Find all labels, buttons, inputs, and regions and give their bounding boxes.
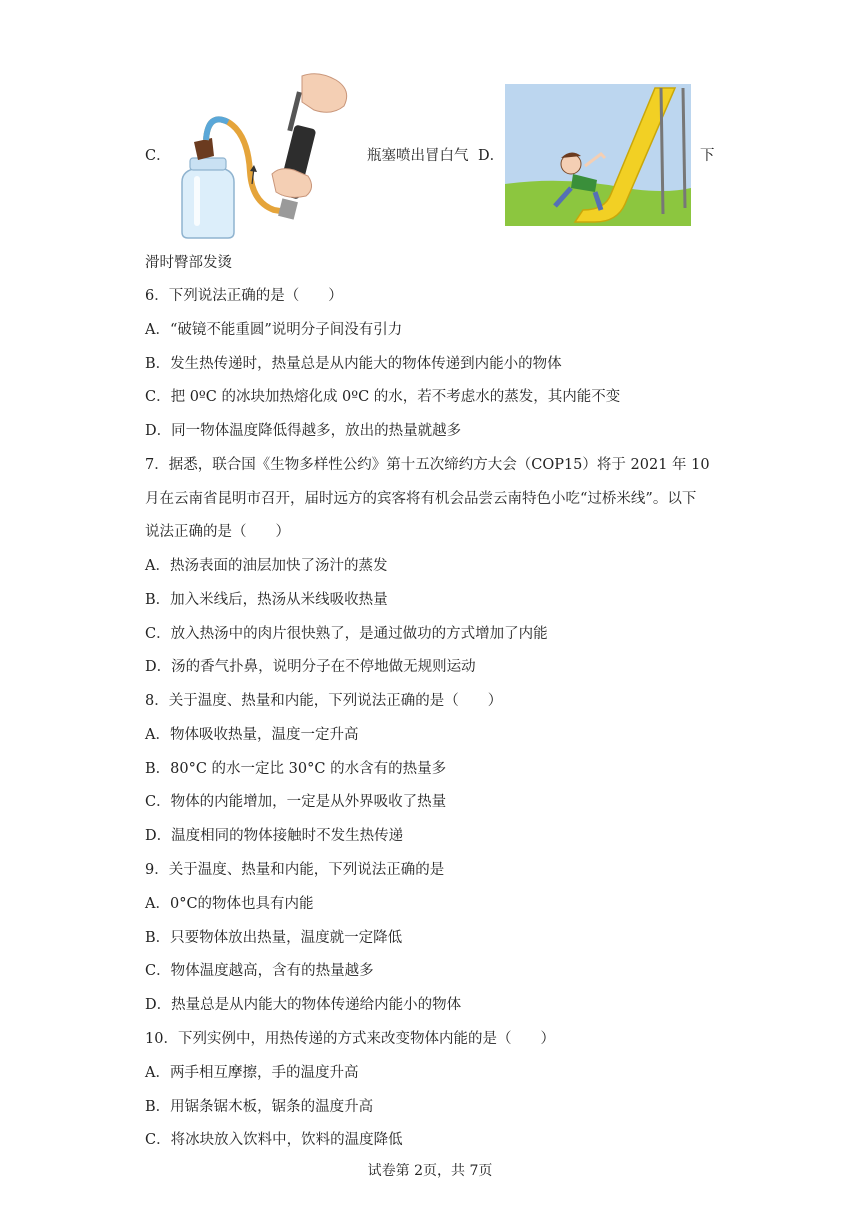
question-7-option-d: D．汤的香气扑鼻，说明分子在不停地做无规则运动 [145, 659, 476, 675]
question-8-option-d: D．温度相同的物体接触时不发生热传递 [145, 828, 404, 844]
question-6-option-c: C．把 0ºC 的冰块加热熔化成 0ºC 的水，若不考虑水的蒸发，其内能不变 [145, 389, 621, 405]
question-8-stem: 8．关于温度、热量和内能，下列说法正确的是（ ） [145, 693, 503, 709]
question-9-option-a: A．0°C的物体也具有内能 [145, 896, 314, 912]
question-6-option-b: B．发生热传递时，热量总是从内能大的物体传递到内能小的物体 [145, 356, 562, 372]
question-8-option-c: C．物体的内能增加，一定是从外界吸收了热量 [145, 794, 447, 810]
question-7-option-a: A．热汤表面的油层加快了汤汁的蒸发 [145, 558, 388, 574]
question-9-option-b: B．只要物体放出热量，温度就一定降低 [145, 930, 403, 946]
option-d-label: D． [478, 148, 505, 164]
option-c-label: C． [145, 148, 171, 164]
option-d-caption-continued: 滑时臀部发烫 [145, 255, 232, 271]
question-7-stem-line-1: 7．据悉，联合国《生物多样性公约》第十五次缔约方大会（COP15）将于 2021 年 10 [145, 457, 710, 473]
question-8-option-a: A．物体吸收热量，温度一定升高 [145, 727, 359, 743]
option-c-caption: 瓶塞喷出冒白气 [367, 148, 469, 164]
page-footer: 试卷第 2页，共 7页 [367, 1163, 493, 1179]
question-6-option-a: A．“破镜不能重圆”说明分子间没有引力 [145, 322, 403, 338]
question-10-option-b: B．用锯条锯木板，锯条的温度升高 [145, 1099, 374, 1115]
slide-illustration [505, 84, 691, 226]
question-7-stem-line-2: 月在云南省昆明市召开，届时远方的宾客将有机会品尝云南特色小吃“过桥米线”。以下 [145, 491, 697, 507]
question-9-stem: 9．关于温度、热量和内能，下列说法正确的是 [145, 862, 445, 878]
question-10-stem: 10．下列实例中，用热传递的方式来改变物体内能的是（ ） [145, 1031, 555, 1047]
option-d-caption-end: 下 [700, 148, 715, 164]
question-7-stem-line-3: 说法正确的是（ ） [145, 524, 290, 540]
question-9-option-c: C．物体温度越高，含有的热量越多 [145, 963, 374, 979]
question-9-option-d: D．热量总是从内能大的物体传递给内能小的物体 [145, 997, 462, 1013]
question-6-option-d: D．同一物体温度降低得越多，放出的热量就越多 [145, 423, 462, 439]
question-7-option-b: B．加入米线后，热汤从米线吸收热量 [145, 592, 388, 608]
question-7-option-c: C．放入热汤中的肉片很快熟了，是通过做功的方式增加了内能 [145, 626, 548, 642]
question-10-option-a: A．两手相互摩擦，手的温度升高 [145, 1065, 359, 1081]
pump-bottle-illustration [168, 72, 358, 242]
question-10-option-c: C．将冰块放入饮料中，饮料的温度降低 [145, 1132, 403, 1148]
question-6-stem: 6．下列说法正确的是（ ） [145, 288, 343, 304]
question-8-option-b: B．80°C 的水一定比 30°C 的水含有的热量多 [145, 761, 447, 777]
